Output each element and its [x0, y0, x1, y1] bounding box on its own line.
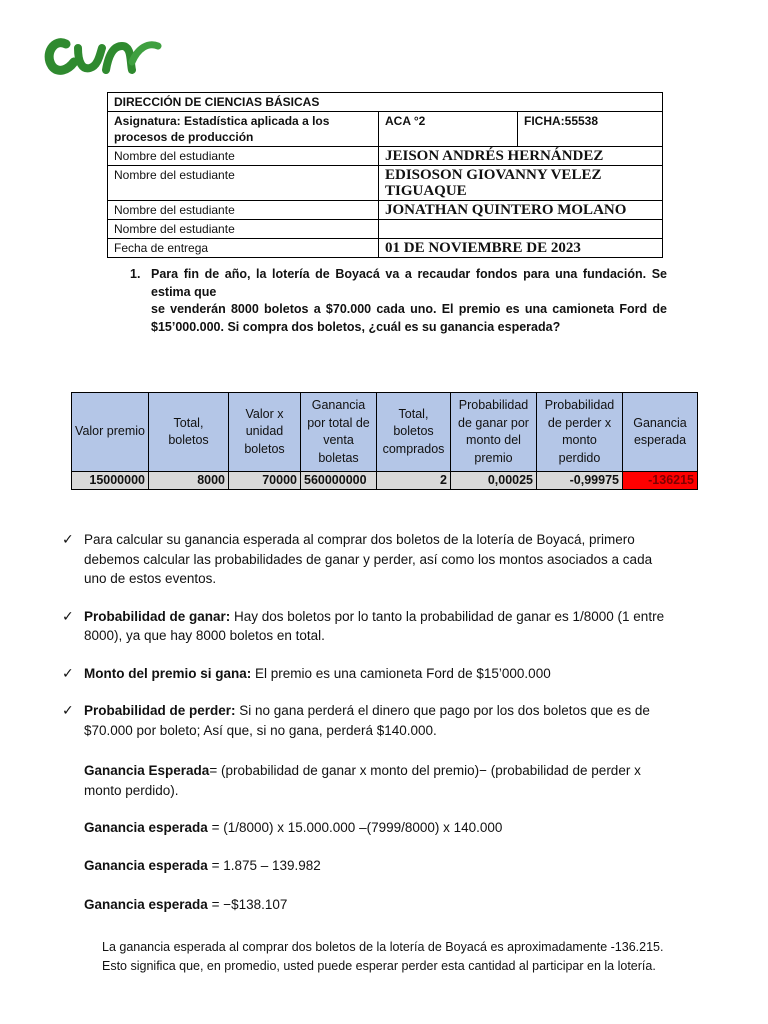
bullet-bold: Monto del premio si gana:	[84, 665, 252, 681]
equation-step	[84, 818, 664, 838]
header-table	[107, 92, 663, 258]
col-header: Probabilidad de perder x monto perdido	[537, 393, 623, 472]
question-line-2: se venderán 8000 boletos a $70.000 cada uno. El premio es una camioneta Ford de $15’000.000. Si compra dos boletos, ¿cuál es su ganancia esperada?	[151, 302, 667, 334]
col-header: Ganancia por total de venta boletas	[301, 393, 377, 472]
student-name	[379, 220, 663, 239]
table-cell: 8000	[149, 472, 229, 490]
bullet-text: Para calcular su ganancia esperada al comprar dos boletos de la lotería de Boyacá, primero debemos calcular las probabilidades de ganar y perder, así como los montos asociados a cada uno de estos eventos.	[84, 532, 653, 586]
table-cell: 2	[377, 472, 451, 490]
expected-gain-cell: -136215	[623, 472, 698, 490]
checkmark-icon: ✓	[62, 664, 74, 681]
equation-text: = −$138.107	[207, 897, 288, 912]
equation-label: Ganancia esperada	[84, 897, 208, 912]
ficha-label: FICHA:55538	[518, 112, 663, 147]
col-header: Probabilidad de ganar por monto del premio	[451, 393, 537, 472]
question-1	[130, 266, 667, 336]
bullet-text: Si no gana perderá el dinero que pago por los dos boletos que es de $70.000 por boleto; Así que, si no gana, perderá $140.000.	[84, 703, 650, 738]
checkmark-icon: ✓	[62, 702, 74, 718]
equation-definition	[84, 761, 664, 800]
direccion-title: DIRECCIÓN DE CIENCIAS BÁSICAS	[108, 93, 663, 112]
col-header: Valor premio	[72, 393, 149, 472]
equation-label: Ganancia esperada	[84, 820, 208, 835]
equation-step	[84, 856, 664, 876]
lottery-table	[71, 392, 698, 490]
col-header: Total, boletos comprados	[377, 393, 451, 472]
bullet-list	[62, 530, 668, 758]
student-label: Nombre del estudiante	[108, 166, 379, 201]
bullet-bold: Probabilidad de ganar:	[84, 608, 231, 624]
list-item	[62, 530, 668, 589]
table-cell: 0,00025	[451, 472, 537, 490]
list-item	[62, 607, 668, 646]
equation-text: = 1.875 – 139.982	[207, 858, 321, 873]
asignatura: Asignatura: Estadística aplicada a los procesos de producción	[108, 112, 379, 147]
bullet-bold: Probabilidad de perder:	[84, 703, 236, 718]
question-line-1: Para fin de año, la lotería de Boyacá va a recaudar fondos para una fundación. Se estima que	[151, 267, 667, 299]
list-item	[62, 701, 668, 740]
equation-text: = (probabilidad de ganar x monto del premio)− (probabilidad de perder x monto perdido).	[84, 763, 641, 798]
equation-text: = (1/8000) x 15.000.000 –(7999/8000) x 140.000	[207, 820, 503, 835]
table-cell: 15000000	[72, 472, 149, 490]
student-label: Nombre del estudiante	[108, 201, 379, 220]
cun-logo	[44, 32, 162, 78]
student-label: Nombre del estudiante	[108, 147, 379, 166]
student-name: JEISON ANDRÉS HERNÁNDEZ	[379, 147, 663, 166]
equation-result	[84, 895, 664, 915]
question-number: 1.	[130, 267, 141, 281]
col-header: Valor x unidad boletos	[229, 393, 301, 472]
list-item	[62, 664, 668, 684]
student-name: EDISOSON GIOVANNY VELEZ TIGUAQUE	[379, 166, 663, 201]
table-cell: 70000	[229, 472, 301, 490]
aca-label: ACA °2	[379, 112, 518, 147]
student-name: JONATHAN QUINTERO MOLANO	[379, 201, 663, 220]
checkmark-icon: ✓	[62, 531, 74, 547]
table-row	[72, 472, 698, 490]
checkmark-icon: ✓	[62, 607, 74, 624]
student-label: Nombre del estudiante	[108, 220, 379, 239]
equation-label: Ganancia Esperada	[84, 763, 210, 778]
table-cell: -0,99975	[537, 472, 623, 490]
bullet-text: Hay dos boletos por lo tanto la probabilidad de ganar es 1/8000 (1 entre 8000), ya que hay 8000 boletos en total.	[84, 608, 665, 643]
fecha-label: Fecha de entrega	[108, 239, 379, 258]
equation-label: Ganancia esperada	[84, 858, 208, 873]
fecha-value: 01 DE NOVIEMBRE DE 2023	[379, 239, 663, 258]
bullet-text: El premio es una camioneta Ford de $15’000.000	[251, 665, 551, 681]
conclusion-paragraph: La ganancia esperada al comprar dos boletos de la lotería de Boyacá es aproximadamente -136.215. Esto significa que, en promedio, usted puede esperar perder esta cantidad al participar en la lotería.	[102, 940, 664, 973]
col-header: Total, boletos	[149, 393, 229, 472]
col-header: Ganancia esperada	[623, 393, 698, 472]
table-cell: 560000000	[301, 472, 377, 490]
